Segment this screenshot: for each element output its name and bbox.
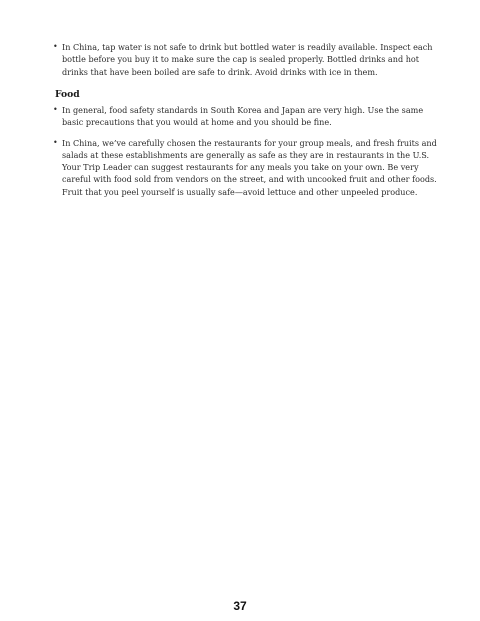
water-bullet-list [53, 41, 442, 86]
section-heading-food: Food [55, 89, 80, 100]
list-item [53, 41, 442, 78]
list-item [53, 137, 442, 198]
bullet-icon: • [53, 137, 58, 147]
food-bullet-list [53, 104, 442, 206]
bullet-text: In China, tap water is not safe to drink but bottled water is readily available. Inspect each bottle before you buy it to make sure the cap is sealed properly. Bottled drinks and hot drinks that have been boiled are safe to drink. Avoid drinks with ice in them. [62, 42, 433, 77]
bullet-text: In general, food safety standards in South Korea and Japan are very high. Use the same basic precautions that you would at home and you should be fine. [62, 105, 424, 128]
list-item [53, 104, 442, 129]
bullet-icon: • [53, 105, 58, 114]
page-number: 37 [233, 599, 247, 613]
bullet-text: In China, we’ve carefully chosen the restaurants for your group meals, and fresh fruits and salads at these establishments are generally as safe as they are in restaurants in the U.S. Your Trip Leader can suggest restaurants for any meals you take on your own. Be very careful with food sold from vendors on the street, and with uncooked fruit and other foods. Fruit that you peel yourself is usually safe—avoid lettuce and other unpeeled produce. [62, 137, 437, 197]
bullet-icon: • [53, 42, 58, 51]
